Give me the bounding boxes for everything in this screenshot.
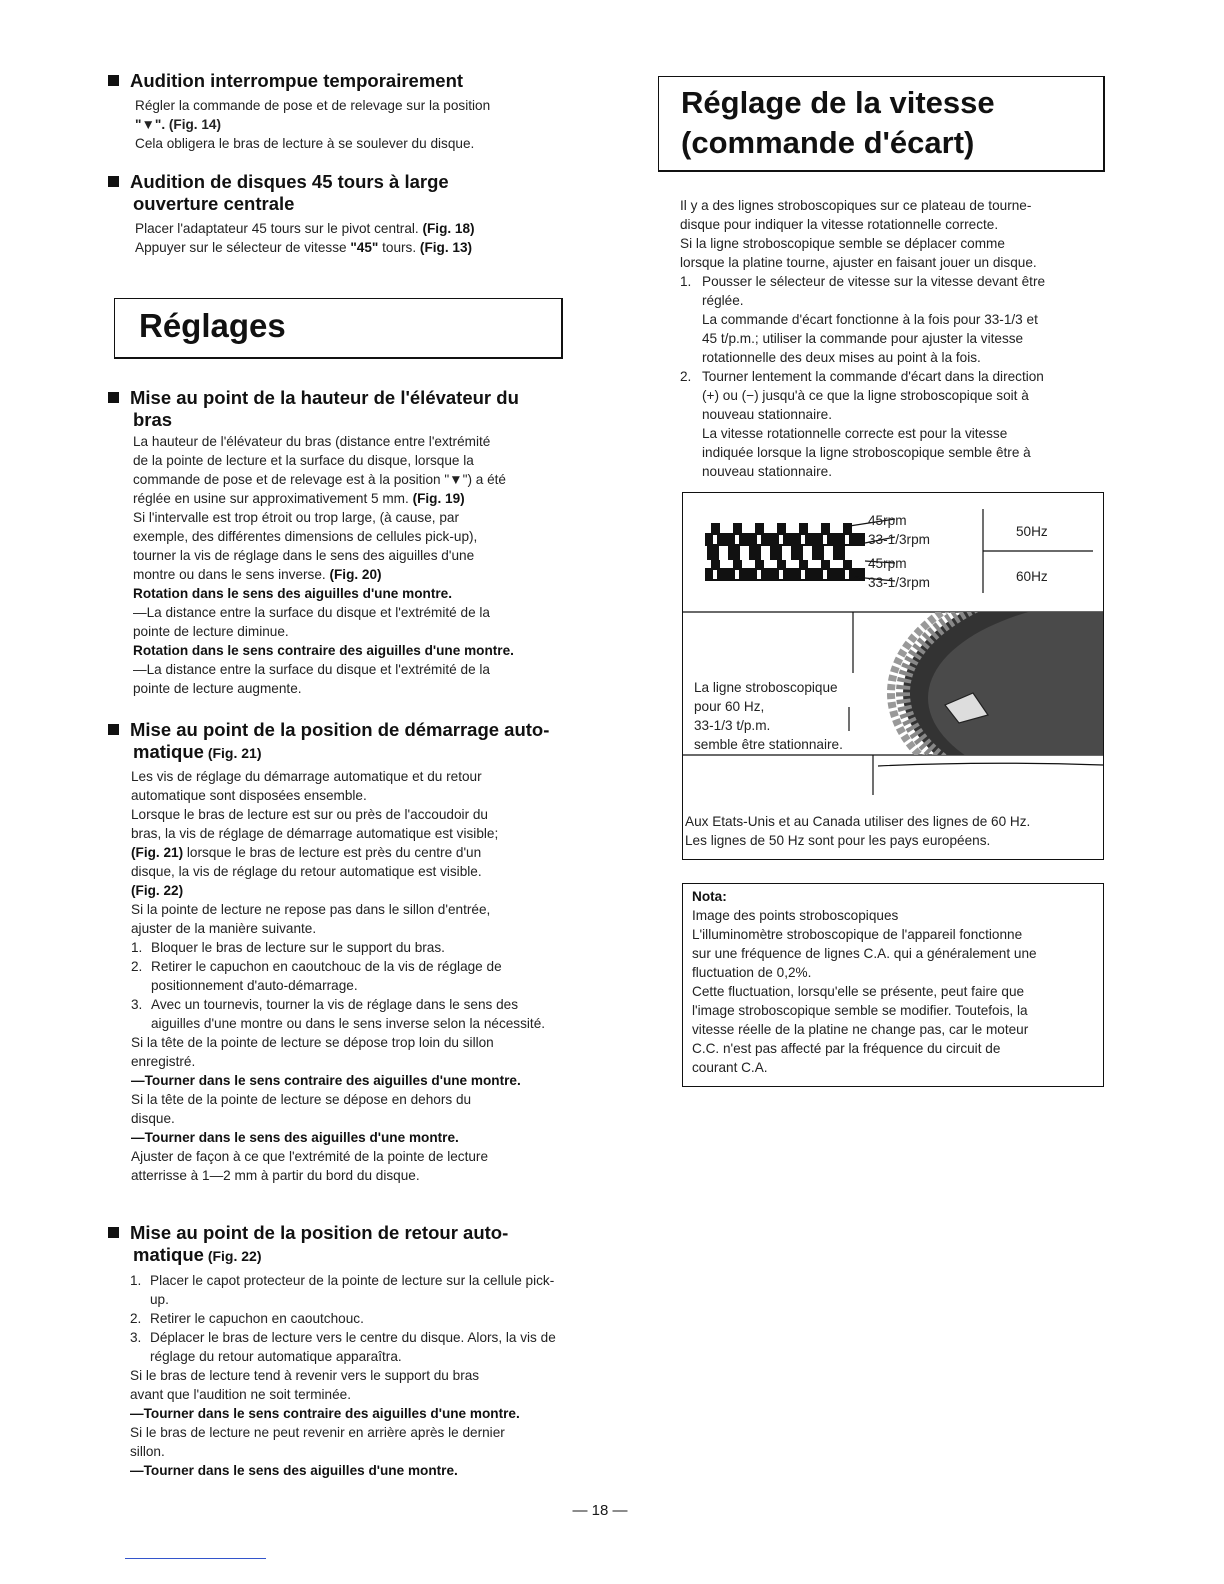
heading-disques-45-tours: Audition de disques 45 tours à large ouverture centrale <box>108 171 449 215</box>
vitesse-title-box <box>658 76 1105 172</box>
heading-demarrage-automatique: Mise au point de la position de démarrage auto- matique (Fig. 21) <box>108 719 549 764</box>
list-item: 1. Placer le capot protecteur de la pointe de lecture sur la cellule pick-up. <box>130 1273 555 1307</box>
list-item: 2. Retirer le capuchon en caoutchouc de la vis de réglage de positionnement d'auto-démarrage. <box>131 959 502 993</box>
nota-box <box>682 883 1104 1087</box>
list-item: 2. Tourner lentement la commande d'écart dans la direction <box>680 369 1044 384</box>
bullet-square-icon <box>108 75 119 86</box>
heading-hauteur-elevateur: Mise au point de la hauteur de l'élévateur du bras <box>108 387 519 431</box>
reglages-title-box <box>114 298 563 359</box>
page-number: — 18 — <box>572 1502 628 1519</box>
list-item: 3. Avec un tournevis, tourner la vis de réglage dans le sens des aiguilles d'une montre ou dans le sens inverse selon la nécessité. <box>131 997 546 1031</box>
heading-audition-interrompue: Audition interrompue temporairement <box>108 70 463 92</box>
list-item: 2. Retirer le capuchon en caoutchouc. <box>130 1311 364 1326</box>
bullet-square-icon <box>108 1227 119 1238</box>
bullet-square-icon <box>108 724 119 735</box>
section-title-reglages: Réglages <box>139 307 286 344</box>
hz-label-50: 50Hz <box>1016 524 1048 539</box>
platter-icon <box>891 561 1103 825</box>
strobe-band-icon <box>705 523 865 581</box>
list-item: 1. Pousser le sélecteur de vitesse sur la vitesse devant être <box>680 274 1046 289</box>
bullet-square-icon <box>108 392 119 403</box>
section-hauteur-text: La hauteur de l'élévateur du bras (distance entre l'extrémité de la pointe de lecture et la surface du disque, lorsque la commande de pose et de relevage est à la position "▼") a été réglée en usine sur approximativement 5 mm. (Fig. 19) Si l'intervalle est trop étroit ou trop large, (à cause, par exemple, des différentes dimensions de cellules pick-up), tourner la vis de réglage dans le sens des aiguilles d'une montre ou dans le sens inverse. (Fig. 20) Rotation dans le sens des aiguilles d'une montre. —La distance entre la surface du disque et l'extrémité de la pointe de lecture diminue. Rotation dans le sens contraire des aiguilles d'une montre. —La distance entre la surface du disque et l'extrémité de la pointe de lecture augmente. <box>133 434 514 696</box>
footer-rule <box>125 1558 266 1559</box>
section-title-vitesse: Réglage de la vitesse (commande d'écart) <box>681 85 995 160</box>
rpm-labels: 45rpm 33-1/3rpm 45rpm 33-1/3rpm <box>868 513 930 590</box>
nota-text: Nota: Image des points stroboscopiques L'illuminomètre stroboscopique de l'appareil fonctionne sur une fréquence de lignes C.A. qui a généralement une fluctuation de 0,2%. Cette fluctuation, lorsqu'elle se présente, peut faire que l'image stroboscopique semble se modifier. Toutefois, la vitesse réelle de la platine ne change pas, car le moteur C.C. n'est pas affecté par la fréquence du circuit de courant C.A. <box>692 889 1037 1075</box>
hz-label-60: 60Hz <box>1016 569 1048 584</box>
section-demarrage-text: Les vis de réglage du démarrage automatique et du retour automatique sont disposées ensemble. Lorsque le bras de lecture est sur ou près de l'accoudoir du bras, la vis de réglage de démarrage automatique est visible; (Fig. 21) lorsque le bras de lecture est près du centre d'un disque, la vis de réglage du retour automatique est visible. (Fig. 22) Si la pointe de lecture ne repose pas dans le sillon d'entrée, ajuster de la manière suivante. 1. Bloquer le bras de lecture sur le support du bras. 2. Retirer le capuchon en caoutchouc de la vis de réglage de positionnement d'auto-démarrage. 3. Avec un tournevis, tourner la vis de réglage dans le sens des aiguilles d'une montre ou dans le sens inverse selon la nécessité. Si la tête de la pointe de lecture se dépose trop loin du sillon enregistré. —Tourner dans le sens contraire des aiguilles d'une montre. Si la tête de la pointe de lecture se dépose en dehors du disque. —Tourner dans le sens des aiguilles d'une montre. Ajuster de façon à ce que l'extrémité de la pointe de lecture atterrisse à 1—2 mm à partir du bord du disque. <box>131 767 563 1185</box>
section-audition-interrompue-text: Régler la commande de pose et de relevage sur la position "▼". (Fig. 14) Cela obligera le bras de lecture à se soulever du disque. <box>135 98 491 151</box>
section-disques-45-text: Placer l'adaptateur 45 tours sur le pivot central. (Fig. 18) Appuyer sur le sélecteur de vitesse "45" tours. (Fig. 13) <box>135 221 475 255</box>
section-retour-text: 1. Placer le capot protecteur de la pointe de lecture sur la cellule pick-up. 2. Retirer le capuchon en caoutchouc. 3. Déplacer le bras de lecture vers le centre du disque. Alors, la vis de réglage du retour automatique apparaîtra. Si le bras de lecture tend à revenir vers le support du bras avant que l'audition ne soit terminée. —Tourner dans le sens contraire des aiguilles d'une montre. Si le bras de lecture ne peut revenir en arrière après le dernier sillon. —Tourner dans le sens des aiguilles d'une montre. <box>130 1271 563 1480</box>
list-item: 3. Déplacer le bras de lecture vers le centre du disque. Alors, la vis de réglage du retour automatique apparaîtra. <box>130 1330 556 1364</box>
heading-retour-automatique: Mise au point de la position de retour auto- matique (Fig. 22) <box>108 1222 508 1267</box>
bullet-square-icon <box>108 176 119 187</box>
strobe-caption: La ligne stroboscopique pour 60 Hz, 33-1/3 t/p.m. semble être stationnaire. <box>694 680 843 752</box>
vitesse-intro-text: Il y a des lignes stroboscopiques sur ce plateau de tourne- disque pour indiquer la vitesse rotationnelle correcte. Si la ligne stroboscopique semble se déplacer comme lorsque la platine tourne, ajuster en faisant jouer un disque. 1. Pousser le sélecteur de vitesse sur la vitesse devant être réglée. La commande d'écart fonctionne à la fois pour 33-1/3 et 45 t/p.m.; utiliser la commande pour ajuster la vitesse rotationnelle des deux mises au point à la fois. 2. Tourner lentement la commande d'écart dans la direction (+) ou (−) jusqu'à ce que la ligne stroboscopique soit à nouveau stationnaire. La vitesse rotationnelle correcte est pour la vitesse indiquée lorsque la ligne stroboscopique semble être à nouveau stationnaire. <box>680 196 1108 481</box>
list-item: 1. Bloquer le bras de lecture sur le support du bras. <box>131 940 445 955</box>
strobe-region-note: Aux Etats-Unis et au Canada utiliser des lignes de 60 Hz. Les lignes de 50 Hz sont pour les pays européens. <box>685 814 1031 848</box>
strobe-figure-box <box>682 492 1104 860</box>
